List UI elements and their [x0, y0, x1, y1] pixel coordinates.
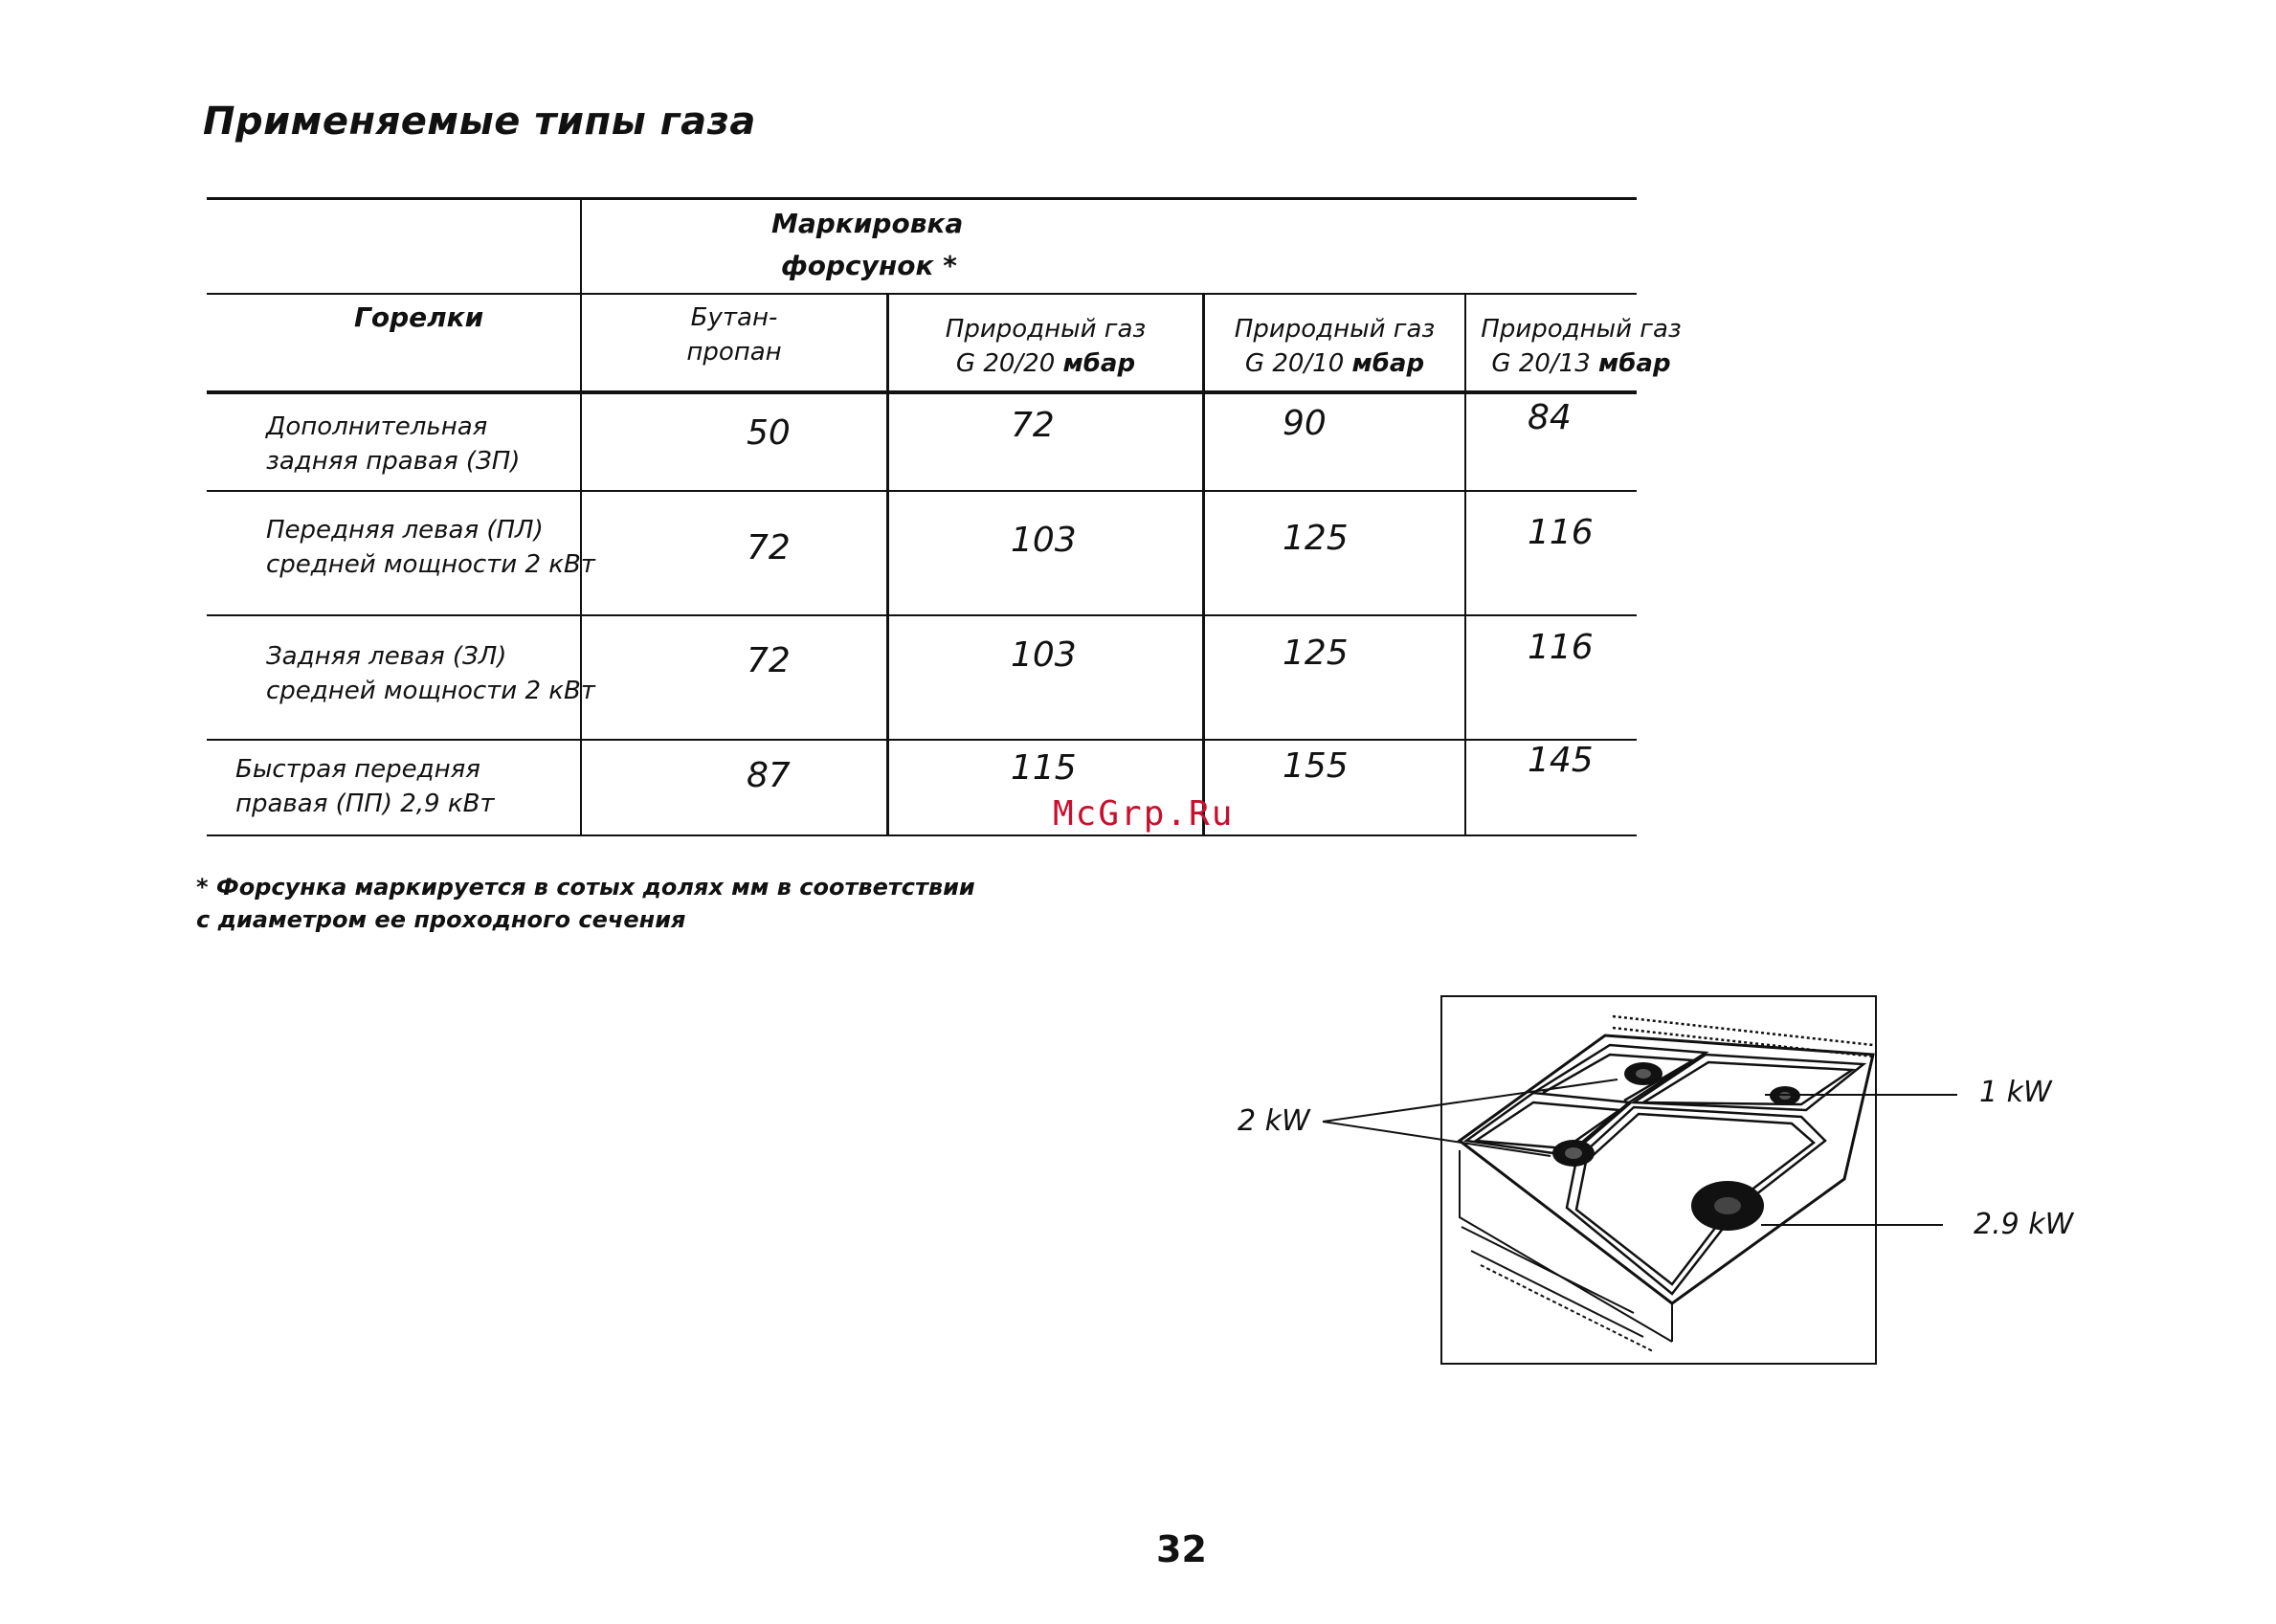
table-cell: 115 — [1011, 748, 1077, 788]
table-cell: 50 — [747, 413, 791, 453]
label-1kw: 1 kW — [1979, 1076, 2052, 1109]
footnote-line2: с диаметром ее проходного сечения — [196, 906, 686, 933]
col-line1: Природный газ — [1481, 315, 1682, 344]
row-label-line2: средней мощности 2 кВт — [266, 550, 595, 579]
table-cell: 90 — [1283, 404, 1327, 443]
table-cell: 116 — [1528, 628, 1594, 667]
table-cell: 103 — [1011, 521, 1077, 560]
row-label-line1: Быстрая передняя — [235, 755, 480, 784]
row-label-line1: Передняя левая (ПЛ) — [266, 516, 544, 545]
row-label-line2: правая (ПП) 2,9 кВт — [235, 790, 495, 818]
col-line1: Бутан- — [690, 303, 778, 332]
label-2-9kw: 2.9 kW — [1974, 1208, 2074, 1241]
table-cell: 72 — [747, 641, 791, 680]
col-line2: G 20/20 — [955, 349, 1056, 378]
col-unit: мбар — [1598, 349, 1671, 378]
table-cell: 72 — [747, 528, 791, 567]
page-title: Применяемые типы газа — [203, 100, 756, 144]
header-burners: Горелки — [354, 301, 484, 333]
row-label-line2: средней мощности 2 кВт — [266, 677, 595, 705]
page-number: 32 — [1156, 1528, 1207, 1570]
col-unit: мбар — [1062, 349, 1136, 378]
table-cell: 87 — [747, 756, 791, 795]
col-line1: Природный газ — [1234, 315, 1436, 344]
col-line2: G 20/13 — [1491, 349, 1591, 378]
table-cell: 103 — [1011, 635, 1077, 675]
label-2kw: 2 kW — [1238, 1104, 1310, 1138]
table-cell: 84 — [1528, 398, 1572, 437]
col-line1: Природный газ — [945, 315, 1147, 344]
row-label-line1: Дополнительная — [266, 412, 488, 441]
table-cell: 125 — [1283, 634, 1349, 673]
watermark: McGrp.Ru — [1053, 794, 1235, 834]
row-label-line1: Задняя левая (ЗЛ) — [266, 642, 507, 671]
table-cell: 155 — [1283, 746, 1349, 786]
table-cell: 125 — [1283, 519, 1349, 558]
footnote-line1: * Форсунка маркируется в сотых долях мм в соответствии — [196, 874, 975, 901]
table-cell: 116 — [1528, 513, 1594, 552]
header-marking-line2: форсунок * — [781, 250, 957, 281]
col-line2: G 20/10 — [1244, 349, 1345, 378]
header-marking-line1: Маркировка — [771, 208, 964, 239]
table-cell: 72 — [1011, 406, 1055, 445]
col-line2: пропан — [686, 338, 782, 367]
table-cell: 145 — [1528, 741, 1594, 780]
col-unit: мбар — [1351, 349, 1425, 378]
row-label-line2: задняя правая (ЗП) — [266, 447, 521, 476]
